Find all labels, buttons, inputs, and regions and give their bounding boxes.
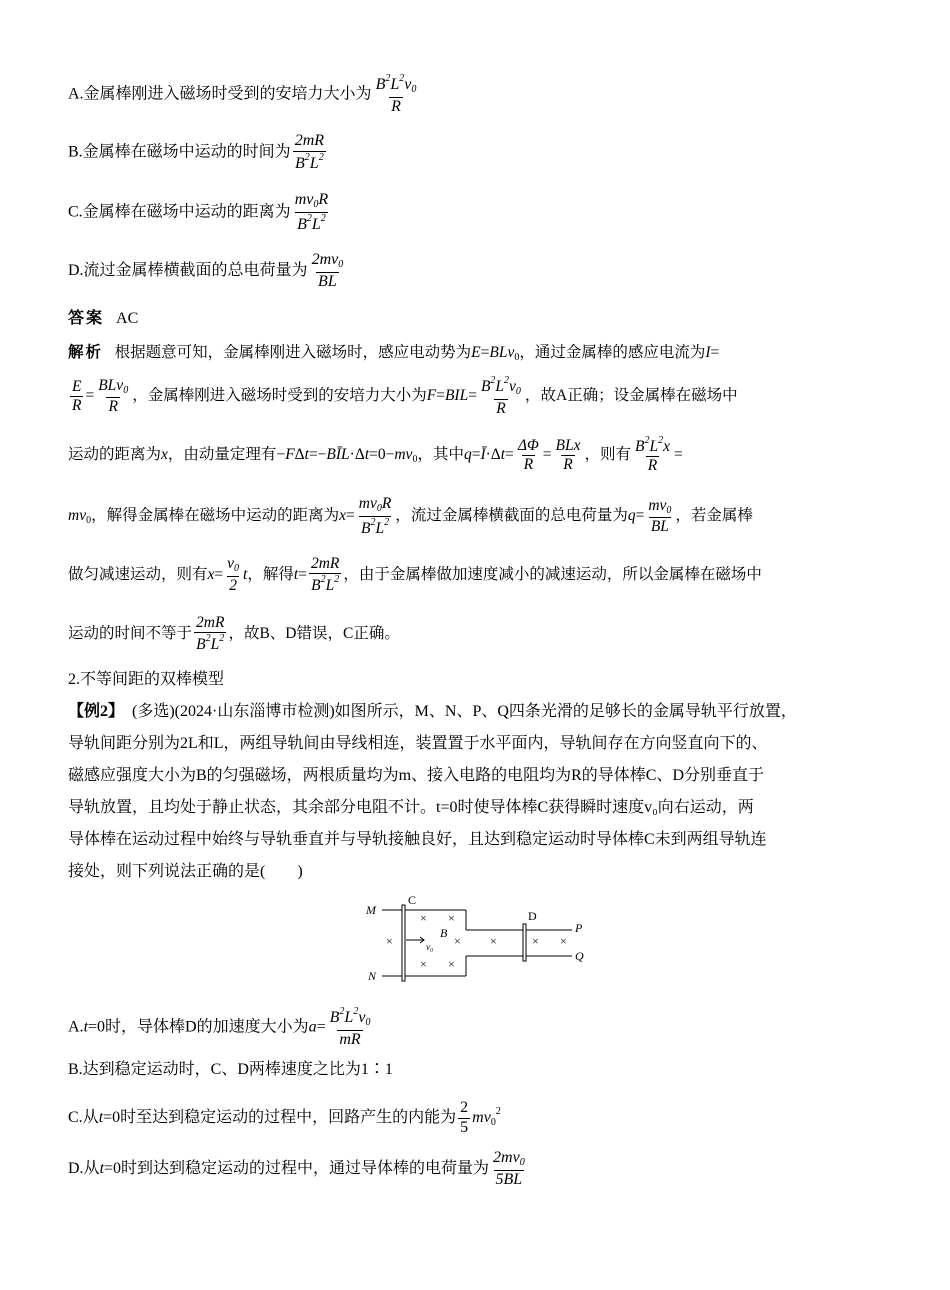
stem-line: 磁感应强度大小为B的匀强磁场，两根质量均为m、接入电路的电阻均为R的导体棒C、D分别垂直于 (68, 767, 765, 784)
answer-value: AC (116, 310, 139, 327)
example-label: 【例2】 (68, 703, 125, 720)
section-title: 2.不等间距的双棒模型 (68, 671, 225, 688)
analysis-text: 做匀减速运动，则有 (68, 565, 208, 583)
field-cross: × (448, 957, 455, 971)
analysis-line-6: 运动的时间不等于 $\frac{2mR}{B^2L^2}$ ，故B、D错误，C正确。 (68, 614, 400, 654)
field-cross: × (420, 911, 427, 925)
analysis-line-1: 解析 根据题意可知，金属棒刚进入磁场时，感应电动势为E=BLv$_0$，通过金属棒的感应电流为I= (68, 344, 720, 363)
field-cross: × (454, 934, 461, 948)
analysis-line-5: 做匀减速运动，则有x= $\frac{v_0}{2}$ t，解得t= $\frac{2mR}{B^2L^2}$ ，由于金属棒做加速度减小的减速运动，所以金属棒在磁场中 (68, 555, 762, 595)
rail-diagram (360, 892, 600, 987)
rod-d (523, 924, 526, 961)
field-crosses (386, 911, 567, 971)
stem-line: 导轨间距分别为2L和L，两组导轨间由导线相连，装置置于水平面内，导轨间存在方向竖直向下的、 (68, 735, 768, 752)
option-d-text: D.流过金属棒横截面的总电荷量为 (68, 261, 308, 279)
formula-fraction: $\frac{2mR}{B^2L^2}$ (294, 132, 325, 172)
analysis-text: 流过金属棒横截面的总电荷量为 (410, 506, 628, 524)
analysis-text: 通过金属棒的感应电流为 (534, 344, 706, 361)
answer-line (68, 311, 138, 327)
analysis-text: 由于金属棒做加速度减小的减速运动，所以金属棒在磁场中 (358, 565, 762, 583)
analysis-text: 金属棒刚进入磁场时受到的安培力大小为 (147, 386, 427, 404)
label-b: B (440, 926, 448, 940)
label-v0: v₀ (426, 942, 434, 952)
analysis-text: 解得金属棒在磁场中运动的距离为 (106, 506, 340, 524)
analysis-text: 运动的时间不等于 (68, 624, 193, 642)
formula-fraction: $\frac{B^2L^2v_0}{R}$ (375, 73, 417, 115)
option-c-text: =0时至达到稳定运动的过程中，回路产生的内能为 (103, 1108, 457, 1126)
analysis-text: 故B、D错误，C正确。 (243, 624, 400, 642)
rod-c (402, 905, 405, 981)
stem-text: (多选)(2024·山东淄博市检测)如图所示，M、N、P、Q四条光滑的足够长的金属导轨平行放置， (132, 703, 797, 720)
option-a-text: A.金属棒刚进入磁场时受到的安培力大小为 (68, 85, 372, 103)
label-m: M (366, 903, 376, 917)
formula-fraction: $\frac{mv_0R}{B^2L^2}$ (294, 191, 329, 233)
stem-line (68, 696, 888, 728)
label-q: Q (575, 949, 584, 963)
q2-option-c: C.从t=0时至达到稳定运动的过程中，回路产生的内能为 $\frac{2}{5}$ $mv_0^2$ (68, 1099, 501, 1136)
q1-option-d (68, 252, 347, 290)
field-cross: × (490, 934, 497, 948)
field-cross: × (560, 934, 567, 948)
option-d-text: D.从 (68, 1159, 100, 1177)
q1-option-b (68, 133, 328, 173)
option-a-text: =0时，导体棒D的加速度大小为 (88, 1018, 309, 1036)
option-a-text: A. (68, 1018, 84, 1036)
analysis-text: 解得 (262, 565, 294, 583)
label-d: D (528, 909, 537, 923)
analysis-line-4: $mv_0$，解得金属棒在磁场中运动的距离为x= $\frac{mv_0R}{B^2L^2}$ ，流过金属棒横截面的总电荷量为q= $\frac{mv_0}{BL}$ ，若金属棒 (68, 495, 753, 537)
analysis-line-2: $\frac{E}{R}$ = BLv$_0$ R ，金属棒刚进入磁场时受到的安培力大小为F=BIL= $\frac{B^2L^2v_0}{R}$ ，故A正确；设金属棒在磁场中 (72, 375, 738, 417)
field-cross: × (386, 934, 393, 948)
stem-line: 接处，则下列说法正确的是( ) (68, 863, 303, 880)
q2-option-d: D.从t=0时到达到稳定运动的过程中，通过导体棒的电荷量为 $\frac{2mv_0}{5BL}$ (68, 1149, 525, 1188)
q1-option-c (68, 192, 332, 233)
stem-line: 导体棒在运动过程中始终与导轨垂直并与导轨接触良好，且达到稳定运动时导体棒C未到两组导轨连 (68, 831, 767, 848)
stem-line: 导轨放置，且均处于静止状态，其余部分电阻不计。t=0时使导体棒C获得瞬时速度v₀向右运动，两 (68, 799, 754, 816)
analysis-text: 其中 (432, 445, 464, 463)
field-cross: × (532, 934, 539, 948)
analysis-label: 解析 (68, 344, 104, 361)
analysis-text: 根据题意可知，金属棒刚进入磁场时，感应电动势为 (114, 344, 472, 361)
option-d-text: =0时到达到稳定运动的过程中，通过导体棒的电荷量为 (104, 1159, 490, 1177)
analysis-text: 若金属棒 (690, 506, 753, 524)
q2-option-b: B.达到稳定运动时，C、D两棒速度之比为1∶1 (68, 1061, 393, 1078)
option-c-text: C.从 (68, 1108, 99, 1126)
q2-option-a: A.t=0时，导体棒D的加速度大小为a= $\frac{B^2L^2v_0}{mR}$ (68, 1006, 371, 1048)
answer-label: 答案 (68, 310, 105, 327)
formula-fraction: $\frac{2mv_0}{BL}$ (311, 251, 344, 290)
label-c: C (408, 893, 417, 907)
label-n: N (368, 969, 377, 983)
field-cross: × (420, 957, 427, 971)
analysis-text: 由动量定理有 (183, 445, 277, 463)
q1-option-a (68, 74, 420, 115)
label-p: P (575, 921, 583, 935)
field-cross: × (448, 911, 455, 925)
option-c-text: C.金属棒在磁场中运动的距离为 (68, 203, 291, 221)
analysis-line-3: 运动的距离为x，由动量定理有$-F\Delta t=-BĪL\cdot\Delta t=0-mv_0$，其中q=Ī·Δt= $\frac{\Delta\Phi}{R}$ = BLx R ，则有 $\frac{B^2L^2x}{R}$ = (68, 435, 683, 475)
option-b-text: B.金属棒在磁场中运动的时间为 (68, 143, 291, 161)
analysis-text: 运动的距离为 (68, 445, 162, 463)
analysis-text: 则有 (599, 445, 631, 463)
analysis-text: 故A正确；设金属棒在磁场中 (540, 386, 738, 404)
example-2-stem (68, 696, 888, 888)
